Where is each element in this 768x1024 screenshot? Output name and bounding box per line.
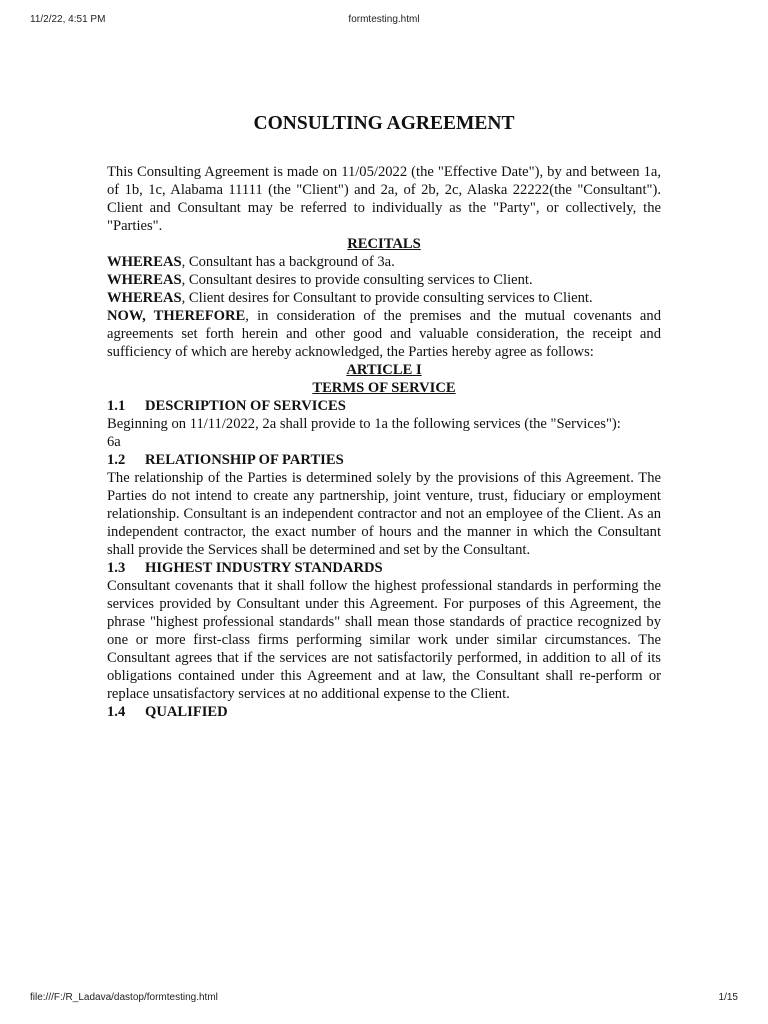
section-heading [107, 451, 661, 469]
section-heading [107, 703, 661, 721]
article-subtitle: TERMS OF SERVICE [312, 380, 456, 396]
print-page-count: 1/15 [718, 992, 738, 1003]
print-page-title: formtesting.html [348, 14, 420, 25]
section-title: RELATIONSHIP OF PARTIES [145, 452, 344, 468]
now-therefore-text: , in consideration of the premises and the mutual covenants and agreements set forth herein and other good and valuable consideration, the receipt and sufficiency of which are hereby acknowledged, the Parties hereby agree as follows: [107, 308, 661, 360]
section-title: HIGHEST INDUSTRY STANDARDS [145, 560, 383, 576]
recitals-heading: RECITALS [347, 236, 421, 252]
now-therefore-paragraph [107, 307, 661, 361]
print-file-url: file:///F:/R_Ladava/dastop/formtesting.html [30, 992, 218, 1003]
section-number: 1.2 [107, 452, 126, 468]
whereas-clause [107, 289, 661, 307]
whereas-text: , Client desires for Consultant to provide consulting services to Client. [181, 290, 593, 306]
section-body: The relationship of the Parties is determined solely by the provisions of this Agreement. The Parties do not intend to create any partnership, joint venture, trust, fiduciary or employment relationship. Consultant is an independent contractor and not an employee of the Client. As an independent contractor, the exact number of hours and the manner in which the Consultant shall provide the Services shall be determined and set by the Consultant. [107, 470, 661, 558]
section-number: 1.4 [107, 704, 126, 720]
document-body [107, 112, 661, 721]
whereas-text: , Consultant desires to provide consulting services to Client. [181, 272, 533, 288]
section-title: QUALIFIED [145, 704, 228, 720]
section-heading [107, 397, 661, 415]
intro-paragraph: This Consulting Agreement is made on 11/05/2022 (the "Effective Date"), by and between 1a, of 1b, 1c, Alabama 11111 (the "Client") and 2a, of 2b, 2c, Alaska 22222(the "Consultant"). Client and Consultant may be referred to individually as the "Party", or collectively, the "Parties". [107, 164, 661, 234]
now-therefore-lead: NOW, THEREFORE [107, 308, 246, 324]
section-body: Beginning on 11/11/2022, 2a shall provide to 1a the following services (the "Services"): [107, 416, 621, 432]
article-label: ARTICLE I [346, 362, 422, 378]
print-datetime: 11/2/22, 4:51 PM [30, 14, 106, 25]
whereas-lead: WHEREAS [107, 254, 182, 270]
section-body: Consultant covenants that it shall follow the highest professional standards in performing the services provided by Consultant under this Agreement. For purposes of this Agreement, the phrase "highest professional standards" shall mean those standards of practice recognized by one or more first-class firms performing similar work under similar circumstances. The Consultant agrees that if the services are not satisfactorily performed, in addition to all of its obligations contained under this Agreement and at law, the Consultant shall re-perform or replace unsatisfactory services at no additional expense to the Client. [107, 578, 661, 702]
whereas-clause [107, 253, 661, 271]
document-title: CONSULTING AGREEMENT [253, 113, 515, 134]
section-number: 1.1 [107, 398, 126, 414]
section-heading [107, 559, 661, 577]
section-title: DESCRIPTION OF SERVICES [145, 398, 346, 414]
section-placeholder-value: 6a [107, 434, 121, 450]
whereas-clause [107, 271, 661, 289]
whereas-lead: WHEREAS [107, 272, 182, 288]
whereas-lead: WHEREAS [107, 290, 182, 306]
section-number: 1.3 [107, 560, 126, 576]
whereas-text: , Consultant has a background of 3a. [181, 254, 395, 270]
